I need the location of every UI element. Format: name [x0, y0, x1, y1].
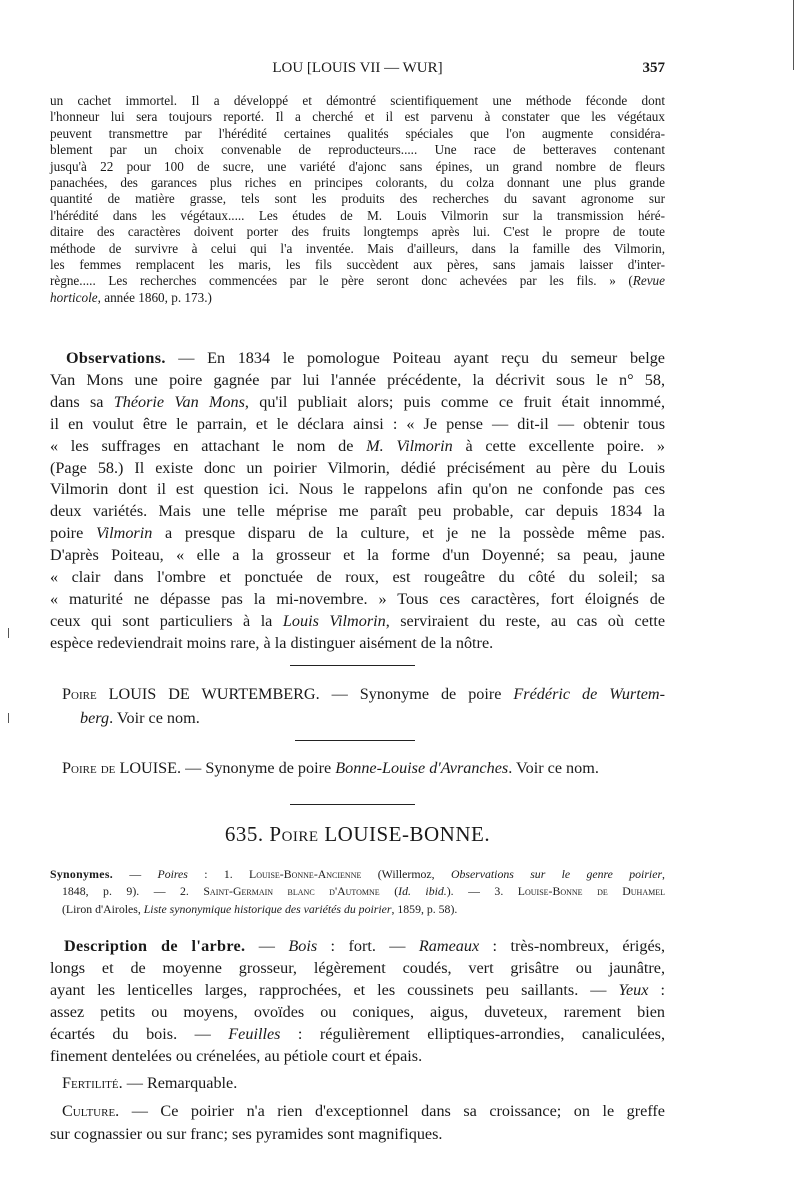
text-line — [50, 257, 665, 273]
text-line — [50, 1023, 665, 1045]
text-segment: (Page 58.) Il existe donc un poirier Vilmorin, dédié précisément au père du Louis — [50, 458, 665, 477]
separator-rule — [290, 665, 415, 666]
small-caps-text: Louise-Bonne-Ancienne — [249, 867, 362, 881]
text-segment: « les suffrages en attachant le nom de — [50, 436, 367, 455]
italic-text: Liste synonymique historique des variétés du poirier — [143, 901, 392, 916]
italic-text: Id. ibid. — [398, 884, 447, 899]
text-line — [50, 883, 665, 900]
small-caps-text: Louise-Bonne de Duhamel — [517, 884, 665, 899]
text-segment: , — [662, 867, 665, 881]
observations-paragraph — [50, 348, 665, 655]
text-line — [50, 979, 665, 1001]
text-segment: longs et de moyenne grosseur, légèrement coudés, vert grisâtre ou jaunâtre, — [50, 959, 665, 977]
italic-text: Yeux — [618, 981, 649, 999]
text-line — [50, 545, 665, 567]
italic-text: M. Vilmorin — [366, 436, 453, 455]
text-segment: l'honneur lui sera toujours reporté. Il a cherché et il est parvenu à constater que les végétaux — [50, 109, 665, 125]
italic-text: horticole — [50, 289, 98, 305]
entry-louis-de-wurtemberg — [62, 682, 665, 730]
text-line — [50, 370, 665, 392]
italic-text: Théorie Van Mons — [113, 392, 245, 411]
text-segment: « clair dans l'ombre et ponctuée de roux, est rougeâtre du côté du soleil; sa — [50, 568, 665, 587]
small-caps-text: Fertilité. — [62, 1074, 123, 1092]
fertilite-paragraph — [62, 1072, 677, 1094]
text-segment: : régulièrement elliptiques-arrondies, canaliculées, — [280, 1025, 665, 1043]
heading-prefix: Poire — [269, 822, 319, 846]
scan-edge-line — [793, 0, 794, 70]
heading-name: LOUISE-BONNE. — [324, 822, 491, 846]
text-line — [50, 191, 665, 207]
italic-text: Bonne-Louise d'Avranches — [335, 759, 509, 777]
italic-text: Feuilles — [228, 1025, 281, 1043]
bold-run-in-heading: Observations. — [66, 349, 166, 367]
text-line — [50, 109, 665, 125]
text-segment: ayant les lenticelles larges, rapprochées, et les coussinets peu saillants. — — [50, 981, 619, 999]
text-segment: LOUIS DE WURTEMBERG. — Synonyme de poire — [96, 685, 514, 703]
text-segment: quantité de matière grasse, tels sont les produits des recherches du savant agronome sur — [50, 191, 665, 207]
text-segment: , année 1860, p. 173.) — [97, 289, 212, 305]
text-line — [50, 1001, 665, 1023]
scan-mark — [8, 628, 9, 638]
text-segment: (Liron d'Airoles, — [62, 901, 144, 916]
small-caps-text: Saint-Germain blanc d'Automne — [203, 884, 380, 899]
text-segment: — — [245, 937, 289, 955]
text-segment: ). — 3. — [446, 884, 518, 899]
italic-text: Frédéric de Wurtem- — [513, 685, 665, 703]
text-segment: espèce redeviendrait moins rare, à la distinguer aisément de la nôtre. — [50, 633, 494, 652]
text-line — [50, 633, 665, 655]
text-line — [50, 501, 665, 523]
text-line — [50, 208, 665, 224]
text-segment: (Willermoz, — [361, 867, 451, 881]
text-segment: — — [112, 867, 158, 881]
text-segment: règne..... Les recherches commencées par le père seront donc achevées par les fils. » ( — [50, 273, 633, 289]
synonymes-paragraph — [50, 866, 665, 918]
text-line — [50, 348, 665, 370]
text-segment: : — [648, 981, 665, 999]
text-line — [50, 458, 665, 480]
text-segment: . Voir ce nom. — [508, 759, 599, 777]
text-segment: , 1859, p. 58). — [391, 901, 458, 916]
text-segment: a presque disparu de la culture, et je ne la possède même pas. — [152, 524, 666, 543]
italic-text: Louis Vilmorin — [282, 611, 386, 630]
bold-run-in-heading: Synonymes. — [50, 867, 113, 881]
small-caps-text: Poire — [62, 685, 97, 703]
text-segment: à cette excellente poire. » — [452, 436, 665, 455]
text-line — [50, 1100, 665, 1123]
text-segment: Van Mons une poire gagnée par lui l'année précédente, la décrivit sous le n° 58, — [50, 370, 665, 389]
text-segment: sur cognassier ou sur franc; ses pyramides sont magnifiques. — [50, 1125, 443, 1143]
small-caps-text: Culture. — [62, 1102, 120, 1120]
text-segment: jusqu'à 22 pour 100 de sucre, une variété d'ajonc sans épines, un grand nombre de fleurs — [50, 158, 665, 174]
heading-number: 635. — [224, 822, 264, 846]
description-paragraph — [50, 935, 665, 1067]
text-segment: dans sa — [50, 392, 114, 411]
text-line — [50, 479, 665, 501]
text-segment: peuvent transmettre par l'hérédité certaines qualités spéciales que l'on augmente considéra- — [50, 125, 665, 141]
text-segment: : 1. — [187, 867, 250, 881]
bold-run-in-heading: Description de l'arbre. — [64, 937, 246, 955]
text-segment: 1848, p. 9). — 2. — [62, 884, 204, 899]
text-segment: poire — [50, 524, 96, 543]
text-line — [50, 175, 665, 191]
text-segment: : fort. — — [317, 937, 419, 955]
scan-mark — [8, 713, 9, 723]
text-line — [50, 436, 665, 458]
text-segment: il en voulut être le parrain, et le déclara ainsi : « Je pense — dit-il — obtenir tous — [50, 414, 665, 433]
text-segment: — Remarquable. — [122, 1074, 238, 1092]
text-line — [50, 935, 665, 957]
text-segment: deux variétés. Mais une telle méprise me paraît peu probable, car depuis 1834 la — [50, 502, 665, 521]
separator-rule — [290, 804, 415, 805]
text-line — [50, 126, 665, 142]
text-line — [62, 1072, 677, 1094]
text-line — [50, 290, 665, 306]
text-line — [50, 142, 665, 158]
text-line — [50, 567, 665, 589]
italic-text: Vilmorin — [95, 524, 153, 543]
italic-text: Poires — [157, 867, 188, 881]
text-segment: écartés du bois. — — [50, 1025, 229, 1043]
page-number: 357 — [642, 60, 665, 76]
quote-paragraph — [50, 93, 665, 306]
text-line — [50, 392, 665, 414]
text-line — [50, 93, 665, 109]
text-segment: D'après Poiteau, « elle a la grosseur et la forme d'un Doyenné; sa peau, jaune — [50, 546, 665, 565]
text-line — [50, 523, 665, 545]
text-line — [50, 273, 665, 289]
text-segment: un cachet immortel. Il a développé et démontré scientifiquement une méthode féconde dont — [50, 93, 665, 108]
culture-paragraph — [50, 1100, 665, 1146]
text-segment: méthode de survivre à celui qui l'a inventée. Mais d'ailleurs, dans la famille des Vilmorin, — [50, 240, 665, 256]
text-segment: : très-nombreux, érigés, — [479, 937, 666, 955]
text-segment: blement par un choix convenable de reproducteurs..... Une race de betteraves contenant — [50, 142, 665, 158]
text-segment: Vilmorin dont il est question ici. Nous le rappelons afin qu'on ne confonde pas ces — [50, 480, 665, 499]
text-segment: ceux qui sont particuliers à la — [50, 611, 283, 630]
text-line — [50, 241, 665, 257]
text-segment: l'hérédité dans les végétaux..... Les études de M. Louis Vilmorin sur la transmission héré- — [50, 207, 665, 223]
small-caps-text: Poire de — [62, 759, 116, 777]
text-line — [50, 1123, 665, 1146]
text-line — [62, 757, 662, 779]
text-line — [50, 866, 665, 883]
text-line — [62, 682, 665, 706]
text-segment: , serviraient du reste, au cas où cette — [385, 611, 666, 630]
running-header — [50, 60, 665, 82]
text-segment: assez petits ou moyens, ovoïdes ou coniques, aigus, duveteux, rarement bien — [50, 1003, 665, 1021]
text-line — [50, 611, 665, 633]
text-segment: ( — [379, 884, 399, 899]
text-line — [50, 589, 665, 611]
text-segment: « maturité ne dépasse pas la mi-novembre. » Tous ces caractères, fort éloignés de — [50, 589, 665, 608]
text-segment: , qu'il publiait alors; puis comme ce fruit était innommé, — [244, 392, 665, 411]
italic-text: berg — [80, 709, 110, 727]
text-segment: — En 1834 le pomologue Poiteau ayant reçu du semeur belge — [165, 349, 665, 367]
separator-rule — [295, 740, 415, 741]
italic-text: Revue — [632, 273, 665, 289]
text-segment: panachées, des garances plus riches en principes colorants, du colza donnant une plus grande — [50, 175, 665, 191]
italic-text: Observations sur le genre poirier — [450, 867, 663, 881]
text-segment: LOUISE. — Synonyme de poire — [115, 759, 336, 777]
running-title: LOU [LOUIS VII — WUR] — [272, 60, 443, 76]
text-segment: — Ce poirier n'a rien d'exceptionnel dans sa croissance; on le greffe — [119, 1102, 665, 1120]
italic-text: Rameaux — [418, 937, 480, 955]
text-line — [50, 414, 665, 436]
text-line — [62, 706, 665, 730]
text-line — [50, 159, 665, 175]
section-heading — [50, 822, 665, 847]
text-segment: . Voir ce nom. — [109, 709, 200, 727]
entry-louise — [62, 757, 662, 779]
text-line — [50, 224, 665, 240]
text-segment: ditaire des caractères doivent porter des fruits longtemps après lui. C'est le propre de toute — [50, 224, 665, 240]
text-segment: les femmes remplacent les maris, les fils succèdent aux pères, sans jamais laisser d'inter- — [50, 257, 665, 273]
text-line — [50, 1045, 665, 1067]
text-line — [50, 901, 665, 918]
text-line — [50, 957, 665, 979]
text-segment: finement dentelées ou crénelées, au pétiole court et épais. — [50, 1047, 423, 1065]
italic-text: Bois — [288, 937, 318, 955]
